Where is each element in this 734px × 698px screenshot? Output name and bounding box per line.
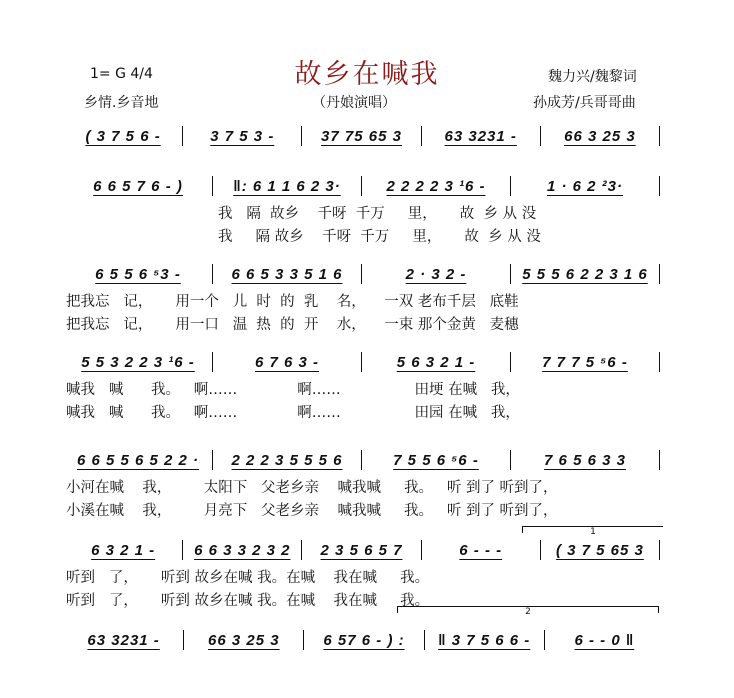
barline [361, 176, 362, 196]
notation-system [66, 264, 662, 284]
notation-system [66, 450, 662, 470]
measure: 6 6 5 5 6 5 2 2 · [76, 451, 200, 469]
barline [540, 126, 541, 146]
barline [540, 540, 541, 560]
notation-system [66, 176, 662, 196]
barline [301, 540, 302, 560]
measure: 1 · 6 2 ²3· [546, 177, 624, 195]
performer: （丹娘演唱） [312, 95, 396, 111]
composer-credit: 孙成芳/兵哥哥曲 [533, 95, 636, 111]
barline [361, 264, 362, 284]
barline [183, 630, 184, 650]
measure: 7 5 5 6 ⁵6 - [393, 451, 479, 469]
measure: 2 3 5 6 5 7 [320, 541, 403, 559]
volta-bracket: 1 [522, 526, 663, 533]
barline [361, 450, 362, 470]
lyric-line: 听到 了， 听到 故乡在喊 我。在喊 我在喊 我。 [66, 570, 430, 586]
expression-marking: 乡情.乡音地 [84, 95, 159, 111]
lyric-line: 我 隔 故乡 千呀 千万 里， 故 乡 从 没 [218, 229, 541, 245]
lyric-line: 听到 了， 听到 故乡在喊 我。在喊 我在喊 我。 [66, 593, 430, 609]
notation-system [66, 352, 662, 372]
barline [212, 264, 213, 284]
barline [212, 450, 213, 470]
barline [301, 126, 302, 146]
barline [510, 450, 511, 470]
measure: 6 3 2 1 - [91, 541, 156, 559]
barline [303, 630, 304, 650]
barline [659, 450, 660, 470]
barline [424, 630, 425, 650]
measure: 66 3 25 3 [208, 631, 280, 649]
barline [212, 352, 213, 372]
barline [659, 352, 660, 372]
barline [544, 630, 545, 650]
measure: 63 3231 - [87, 631, 160, 649]
barline [659, 264, 660, 284]
measure: 7 6 5 6 3 3 [544, 451, 626, 469]
lyric-line: 把我忘 记， 用一个 儿 时 的 乳 名， 一双 老布千层 底鞋 [66, 294, 519, 310]
notation-system [66, 630, 662, 650]
measure: 5 5 3 2 2 3 ¹6 - [81, 353, 195, 371]
notation-system [66, 540, 662, 560]
lyric-line: 喊我 喊 我。 啊…… 啊…… 田园 在喊 我， [66, 405, 520, 421]
volta-bracket: 2 [397, 606, 659, 613]
measure: 6 57 6 - ) : [323, 631, 405, 649]
measure: 37 75 65 3 [321, 127, 402, 145]
measure: 63 3231 - [444, 127, 517, 145]
barline [510, 176, 511, 196]
measure: 6 7 6 3 - [254, 353, 320, 371]
measure: 6 - - - [459, 541, 503, 559]
barline [659, 176, 660, 196]
measure: 6 6 5 3 3 5 1 6 [231, 265, 343, 283]
measure: 2 2 2 3 5 5 5 6 [231, 451, 343, 469]
lyric-line: 把我忘 记， 用一口 温 热 的 开 水， 一束 那个金黄 麦穗 [66, 317, 519, 333]
barline [421, 126, 422, 146]
measure: 6 6 5 7 6 - ) [93, 177, 183, 195]
measure: 3 7 5 3 - [210, 127, 275, 145]
key-signature: 1= G 4/4 [90, 66, 153, 82]
barline [510, 352, 511, 372]
lyric-line: 我 隔 故乡 千呀 千万 里， 故 乡 从 没 [218, 206, 537, 222]
barline [361, 352, 362, 372]
measure: 6 - - 0 ‖ [574, 631, 635, 649]
barline [510, 264, 511, 284]
measure: ( 3 7 5 65 3 [555, 541, 644, 559]
measure: 6 6 3 3 2 3 2 [194, 541, 291, 559]
barline [182, 126, 183, 146]
measure: 7 7 7 5 ⁵6 - [542, 353, 628, 371]
measure: ‖ 3 7 5 6 6 - [438, 631, 531, 649]
measure: ‖: 6 1 1 6 2 3· [233, 177, 341, 195]
measure: 5 5 5 6 2 2 3 1 6 [522, 265, 648, 283]
measure: 66 3 25 3 [564, 127, 636, 145]
barline [659, 540, 660, 560]
measure: ( 3 7 5 6 - [85, 127, 161, 145]
measure: 2 2 2 2 3 ¹6 - [386, 177, 486, 195]
song-title: 故乡在喊我 [294, 59, 440, 90]
barline [212, 176, 213, 196]
measure: 6 5 5 6 ⁵3 - [95, 265, 181, 283]
lyric-line: 小河在喊 我， 太阳下 父老乡亲 喊我喊 我。 听 到了 听到了， [66, 480, 558, 496]
barline [182, 540, 183, 560]
lyricist-credit: 魏力兴/魏黎词 [548, 69, 637, 85]
notation-system [66, 126, 662, 146]
lyric-line: 喊我 喊 我。 啊…… 啊…… 田埂 在喊 我， [66, 382, 520, 398]
measure: 2 · 3 2 - [405, 265, 467, 283]
barline [421, 540, 422, 560]
lyric-line: 小溪在喊 我， 月亮下 父老乡亲 喊我喊 我。 听 到了 听到了， [66, 503, 558, 519]
barline [659, 126, 660, 146]
measure: 5 6 3 2 1 - [396, 353, 476, 371]
